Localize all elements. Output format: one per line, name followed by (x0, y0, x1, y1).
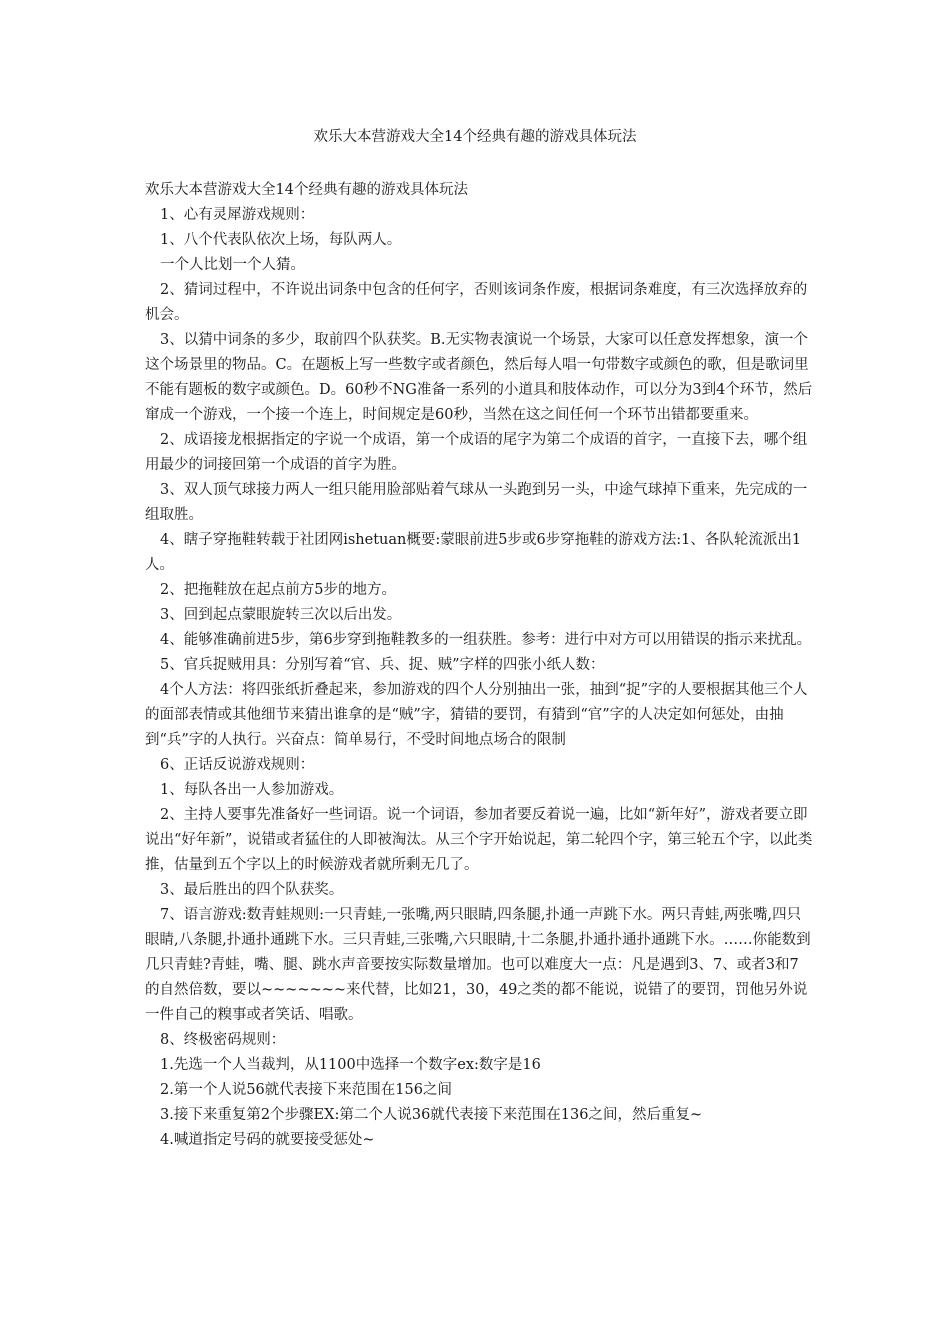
paragraph: 2.第一个人说56就代表接下来范围在156之间 (160, 1082, 452, 1098)
document-body (145, 178, 813, 1153)
paragraph: 2、主持人要事先准备好一些词语。说一个词语，参加者要反着说一遍，比如“新年好”，游戏者要立即说出“好年新”，说错或者猛住的人即被淘汰。从三个字开始说起，第二轮四个字，第三轮五个字，以此类推，估量到五个字以上的时候游戏者就所剩无几了。 (145, 807, 813, 873)
paragraph: 5、官兵捉贼用具：分别写着“官、兵、捉、贼”字样的四张小纸人数： (160, 657, 605, 673)
paragraph: 4.喊道指定号码的就要接受惩处~ (160, 1132, 375, 1148)
document-title: 欢乐大本营游戏大全14个经典有趣的游戏具体玩法 (313, 129, 637, 145)
paragraph: 1、八个代表队依次上场，每队两人。 (160, 232, 402, 248)
paragraph: 3、最后胜出的四个队获奖。 (160, 882, 344, 898)
paragraph: 4、能够准确前进5步，第6步穿到拖鞋教多的一组获胜。参考：进行中对方可以用错误的指示来扰乱。 (160, 632, 812, 648)
paragraph: 7、语言游戏:数青蛙规则:一只青蛙,一张嘴,两只眼睛,四条腿,扑通一声跳下水。两只青蛙,两张嘴,四只眼睛,八条腿,扑通扑通跳下水。三只青蛙,三张嘴,六只眼睛,十二条腿,扑通扑通扑通跳下水。……你能数到几只青蛙?青蛙，嘴、腿、跳水声音要按实际数量增加。也可以难度大一点：凡是遇到3、7、或者3和7的自然倍数，要以~~~~~~~来代替，比如21，30，49之类的都不能说，说错了的要罚，罚他另外说一件自己的糗事或者笑话、唱歌。 (145, 907, 811, 1023)
paragraph: 1.先选一个人当裁判，从1100中选择一个数字ex:数字是16 (160, 1057, 541, 1073)
paragraph: 2、猜词过程中，不许说出词条中包含的任何字，否则该词条作废，根据词条难度，有三次选择放弃的机会。 (145, 282, 808, 323)
paragraph: 1、心有灵犀游戏规则： (160, 207, 315, 223)
paragraph: 2、成语接龙根据指定的字说一个成语，第一个成语的尾字为第二个成语的首字，一直接下去，哪个组用最少的词接回第一个成语的首字为胜。 (145, 432, 808, 473)
paragraph: 一个人比划一个人猜。 (160, 257, 305, 273)
paragraph: 4、瞎子穿拖鞋转载于社团网ishetuan概要:蒙眼前进5步或6步穿拖鞋的游戏方法:1、各队轮流派出1人。 (145, 532, 802, 573)
paragraph: 8、终极密码规则： (160, 1032, 286, 1048)
paragraph: 4个人方法：将四张纸折叠起来，参加游戏的四个人分别抽出一张，抽到“捉”字的人要根据其他三个人的面部表情或其他细节来猜出谁拿的是“贼”字，猜错的要罚，有猜到“官”字的人决定如何惩处，由抽到“兵”字的人执行。兴奋点：简单易行，不受时间地点场合的限制 (145, 682, 808, 748)
paragraph: 6、正话反说游戏规则： (160, 757, 315, 773)
paragraph: 3、回到起点蒙眼旋转三次以后出发。 (160, 607, 402, 623)
paragraph: 2、把拖鞋放在起点前方5步的地方。 (160, 582, 396, 598)
paragraph-heading: 欢乐大本营游戏大全14个经典有趣的游戏具体玩法 (145, 182, 468, 198)
paragraph: 3.接下来重复第2个步骤EX:第二个人说36就代表接下来范围在136之间，然后重复~ (160, 1107, 703, 1123)
paragraph: 1、每队各出一人参加游戏。 (160, 782, 344, 798)
paragraph: 3、以猜中词条的多少，取前四个队获奖。B.无实物表演说一个场景，大家可以任意发挥想象，演一个这个场景里的物品。C。在题板上写一些数字或者颜色，然后每人唱一句带数字或颜色的歌，但是歌词里不能有题板的数字或颜色。D。60秒不NG准备一系列的小道具和肢体动作，可以分为3到4个环节，然后窜成一个游戏，一个接一个连上，时间规定是60秒，当然在这之间任何一个环节出错都要重来。 (145, 332, 813, 423)
paragraph: 3、双人顶气球接力两人一组只能用脸部贴着气球从一头跑到另一头，中途气球掉下重来，先完成的一组取胜。 (145, 482, 808, 523)
